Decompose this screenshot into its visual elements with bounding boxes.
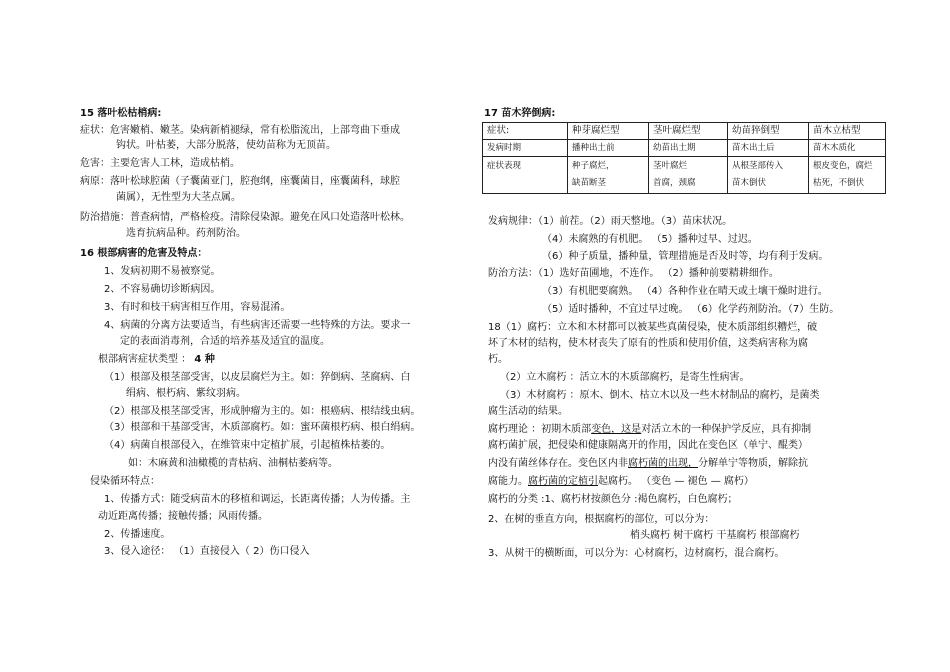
table-header-cell: 茎叶腐烂型: [649, 123, 728, 140]
s18-theory-line: [488, 424, 811, 436]
s16-cycle-1-line-1: 1、传播方式：随受病苗木的移植和调运，长距离传播；人为传播。主: [104, 494, 411, 505]
s18-classification: 腐朽的分类 :1、腐朽材按颜色分 :褐色腐朽，白色腐朽；: [488, 494, 738, 505]
law-line-1: 发病规律：（1）前茬。（2）雨天整地。（3）苗床状况。: [488, 216, 733, 227]
s16-point-4-line-1: 4、病菌的分离方法要适当，有些病害还需要一些特殊的方法。要求一: [104, 320, 411, 331]
line-9-text-c: 分解单宁等物质，解除抗: [698, 458, 808, 469]
s16-cycle-heading: 侵染循环特点：: [90, 476, 160, 487]
s16-type-4-line-2: 如：木麻黄和油橄榄的青枯病、油桐枯萎病等。: [128, 458, 338, 469]
section-16-title: 16 根部病害的危害及特点：: [80, 248, 208, 259]
s16-types-label: 根部病害症状类型 ：: [98, 354, 192, 365]
theory-text-c: 对活立木的一种保护学反应，具有抑制: [641, 424, 812, 435]
s15-control-line-1: 防治措施：普查病情，严格检疫。清除侵染源。避免在风口处造落叶松林。: [80, 212, 410, 223]
s18-class-2: 2、在树的垂直方向，根据腐朽的部位，可以分为：: [488, 514, 715, 525]
damping-off-table: [482, 122, 886, 194]
s16-type-2: （2）根部及根茎部受害，形成肿瘤为主的。如：根癌病、根结线虫病。: [104, 406, 421, 417]
s16-cycle-3: 3、侵入途径： （1）直接侵入（ 2）伤口侵入: [104, 546, 310, 557]
table-cell: 发病时期: [483, 140, 568, 157]
s18-line-1: 18（1）腐朽：立木和木材都可以被某些真菌侵染，使木质部组织糟烂，破: [488, 322, 818, 333]
s15-harm: 危害：主要危害人工林，造成枯梢。: [80, 158, 240, 169]
control-line-1: 防治方法：（1）选好苗圃地，不连作。 （2）播种前要精耕细作。: [488, 268, 779, 279]
s16-point-4-line-2: 定的表面消毒剂，合适的培养基及适宜的温度。: [120, 336, 330, 347]
cell-line: 缺苗断茎: [572, 178, 607, 188]
s16-type-3: （3）根部和干基部受害，木质部腐朽。如：蜜环菌根朽病、根白绢病。: [104, 422, 421, 433]
s16-types-count: 4 种: [194, 354, 215, 365]
s16-point-2: 2、不容易确切诊断病因。: [104, 284, 221, 295]
s15-symptom-line-1: 症状：危害嫩梢、嫩茎。染病新梢褪绿，常有松脂流出，上部弯曲下垂成: [80, 125, 400, 136]
s16-type-4-line-1: （4）病菌自根部侵入，在维管束中定植扩展，引起植株枯萎的。: [104, 440, 391, 451]
line-10-text-a: 腐能力。: [488, 476, 528, 487]
s16-point-3: 3、有时和枝干病害相互作用，容易混淆。: [104, 302, 291, 313]
law-line-2: （4）未腐熟的有机肥。 （5）播种过早、过迟。: [542, 234, 758, 245]
cell-line: 首腐，颈腐: [653, 178, 696, 188]
s18-line-4: （2）立木腐朽 ：活立木的木质部腐朽，是寄生性病害。: [500, 372, 750, 383]
law-line-3: （6）种子质量，播种量，管理措施是否及时等，均有利于发病。: [542, 251, 829, 262]
s18-line-9: [488, 458, 808, 470]
control-line-2: （3）有机肥要腐熟。 （4）各种作业在晴天或土壤干燥时进行。: [542, 286, 828, 297]
s16-type-1-line-1: （1）根部及根茎部受害，以皮层腐烂为主。如：猝倒病、茎腐病、白: [104, 372, 411, 383]
table-cell: [809, 157, 886, 194]
s16-types-heading: [98, 354, 215, 366]
table-cell: 苗木木质化: [809, 140, 886, 157]
s18-line-6: 腐生活动的结果。: [488, 406, 568, 417]
table-cell: 播种出土前: [568, 140, 649, 157]
table-cell: 苗木出土后: [728, 140, 809, 157]
cell-line: 苗木倒伏: [732, 178, 767, 188]
theory-text-a: 腐朽理论 ：初期木质部: [488, 424, 592, 435]
control-line-3: （5）适时播种，不宜过早过晚。 （6）化学药剂防治。（7）生防。: [542, 304, 840, 315]
table-header-row: [483, 123, 886, 140]
table-header-cell: 幼苗猝倒型: [728, 123, 809, 140]
s16-cycle-1-line-2: 动近距离传播；接触传播；风雨传播。: [98, 511, 268, 522]
s16-cycle-2: 2、传播速度。: [104, 529, 171, 540]
table-cell: [728, 157, 809, 194]
line-10-text-c: 起腐朽。 （变色 — 褪色 — 腐朽）: [598, 476, 754, 487]
cell-line: 根皮变色，腐烂: [813, 161, 873, 171]
table-cell: [568, 157, 649, 194]
table-cell: 症状表现: [483, 157, 568, 194]
table-row: [483, 140, 886, 157]
s18-line-2: 坏了木材的结构，使木材丧失了原有的性质和使用价值，这类病害称为腐: [488, 338, 808, 349]
s15-control-line-2: 选育抗病品种。药剂防治。: [126, 228, 246, 239]
s18-class-2-items: 梢头腐朽 树干腐朽 干基腐朽 根部腐朽: [630, 530, 800, 541]
table-header-cell: 苗木立枯型: [809, 123, 886, 140]
s18-class-3: 3、从树干的横断面，可以分为：心材腐朽，边材腐朽，混合腐朽。: [488, 548, 785, 559]
s15-pathogen-line-1: 病原：落叶松球腔菌（子囊菌亚门，腔孢纲，座囊菌目，座囊菌科，球腔: [80, 176, 400, 187]
s18-line-5: （3）木材腐朽 ：原木、倒木、枯立木以及一些木材制品的腐朽，是菌类: [500, 390, 820, 401]
line-10-text-b: 腐朽菌的定植引: [528, 476, 598, 487]
section-15-title: 15 落叶松枯梢病:: [80, 108, 162, 119]
cell-line: 枯死，不倒伏: [813, 178, 865, 188]
table-row: [483, 157, 886, 194]
section-17-title: 17 苗木猝倒病:: [484, 108, 556, 119]
s15-pathogen-line-2: 菌属），无性型为大茎点属。: [116, 192, 241, 203]
table-header-cell: 症状:: [483, 123, 568, 140]
table-header-cell: 种芽腐烂型: [568, 123, 649, 140]
s15-symptom-line-2: 钩状。叶枯萎，大部分脱落，使幼苗称为无顶苗。: [116, 140, 336, 151]
s16-point-1: 1、发病初期不易被察觉。: [104, 266, 221, 277]
s18-line-3: 朽。: [488, 354, 508, 365]
s18-line-8: 腐朽菌扩展，把侵染和健康隔离开的作用，因此在变色区（单宁、醌类）: [488, 440, 808, 451]
table-cell: 幼苗出土期: [649, 140, 728, 157]
table-cell: [649, 157, 728, 194]
s16-type-1-line-2: 绢病、根朽病、紫纹羽病。: [126, 388, 246, 399]
theory-text-b: 变色，这是: [591, 424, 642, 435]
line-9-text-a: 内没有菌丝体存在。变色区内非: [488, 458, 628, 469]
cell-line: 茎叶腐烂: [653, 161, 688, 171]
cell-line: 从根茎部传入: [732, 161, 784, 171]
s18-line-10: [488, 476, 754, 488]
line-9-text-b: 腐朽菌的出现，: [628, 458, 698, 469]
cell-line: 种子腐烂，: [572, 161, 615, 171]
